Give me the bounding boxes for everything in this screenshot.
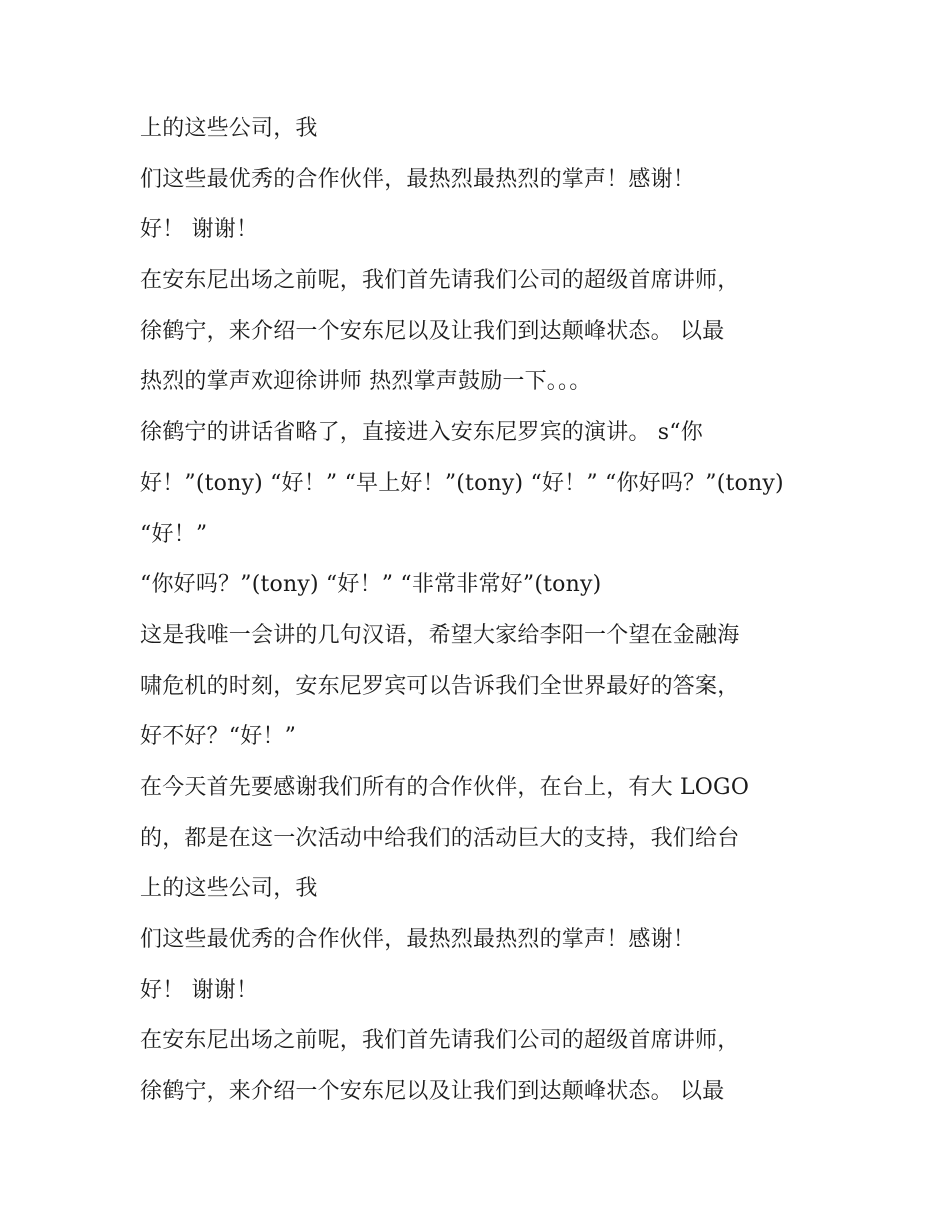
text-line: 好！”(tony) “好！” “早上好！”(tony) “好！” “你好吗？”(tony) — [140, 470, 784, 496]
text-line: 啸危机的时刻，安东尼罗宾可以告诉我们全世界最好的答案， — [140, 673, 740, 699]
text-line: 们这些最优秀的合作伙伴，最热烈最热烈的掌声！感谢！ — [140, 166, 696, 192]
text-line: 好不好？“好！” — [140, 724, 297, 750]
text-line: 徐鹤宁的讲话省略了，直接进入安东尼罗宾的演讲。 s“你 — [140, 420, 703, 446]
document-body — [140, 111, 820, 1125]
text-line: 上的这些公司，我 — [140, 116, 318, 141]
text-line: 徐鹤宁，来介绍一个安东尼以及让我们到达颠峰状态。 以最 — [140, 318, 725, 344]
text-line: “好！” — [140, 521, 208, 547]
text-line: 好！ 谢谢！ — [140, 977, 259, 1003]
text-line: 的，都是在这一次活动中给我们的活动巨大的支持，我们给台 — [140, 825, 740, 851]
text-line: 在安东尼出场之前呢，我们首先请我们公司的超级首席讲师， — [140, 1028, 740, 1054]
text-line: 这是我唯一会讲的几句汉语，希望大家给李阳一个望在金融海 — [140, 622, 740, 648]
text-line: 热烈的掌声欢迎徐讲师 热烈掌声鼓励一下。。。 — [140, 369, 592, 395]
text-line: “你好吗？”(tony) “好！” “非常非常好”(tony) — [140, 572, 602, 598]
text-line: 在安东尼出场之前呢，我们首先请我们公司的超级首席讲师， — [140, 268, 740, 294]
text-line: 好！ 谢谢！ — [140, 217, 259, 243]
text-line: 在今天首先要感谢我们所有的合作伙伴，在台上，有大 LOGO — [140, 774, 750, 800]
text-line: 们这些最优秀的合作伙伴，最热烈最热烈的掌声！感谢！ — [140, 927, 696, 952]
text-line: 上的这些公司，我 — [140, 876, 318, 902]
text-line: 徐鹤宁，来介绍一个安东尼以及让我们到达颠峰状态。 以最 — [140, 1079, 725, 1105]
